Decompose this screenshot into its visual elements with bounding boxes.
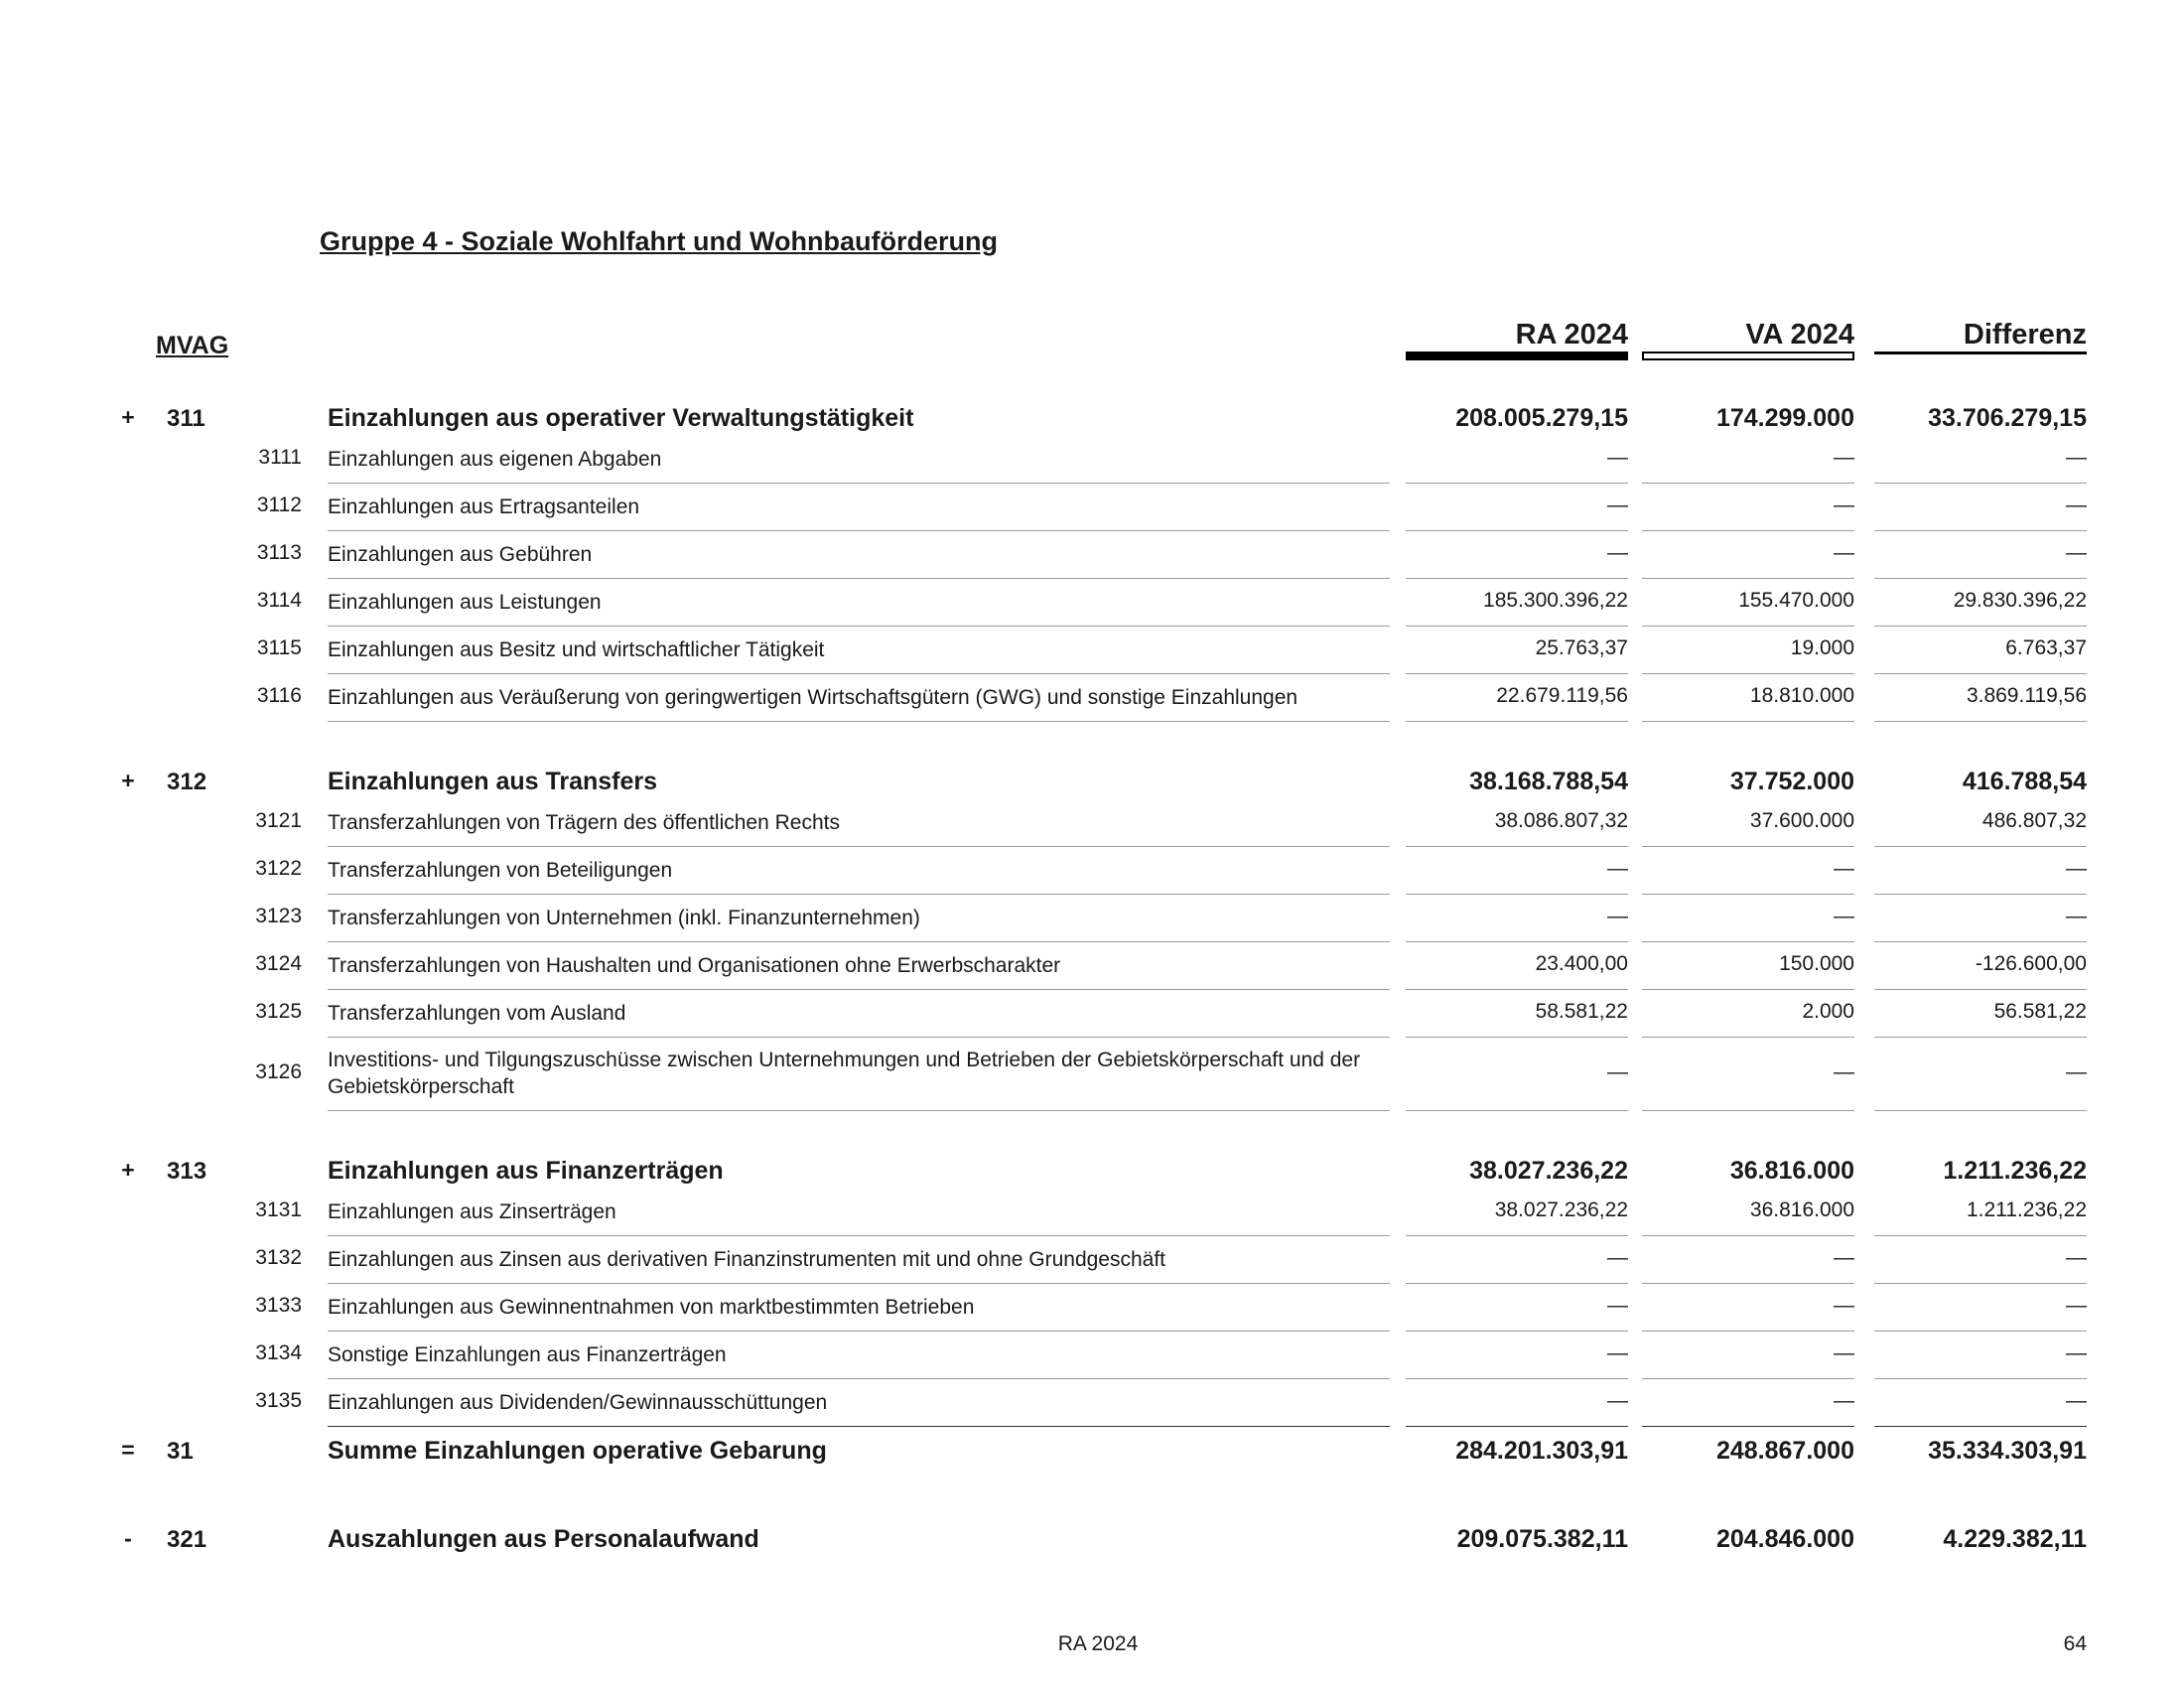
row-3134-label: Sonstige Einzahlungen aus Finanzerträgen bbox=[328, 1343, 727, 1366]
row-3123-rule-label bbox=[328, 941, 1390, 942]
last-row-ra: 209.075.382,11 bbox=[1456, 1525, 1628, 1553]
row-3111-rule-label bbox=[328, 483, 1390, 484]
row-3134-rule-col2 bbox=[1874, 1378, 2087, 1379]
row-3122-rule-label bbox=[328, 894, 1390, 895]
row-3123-code: 3123 bbox=[255, 905, 302, 927]
row-3125-rule-col2 bbox=[1874, 1037, 2087, 1038]
footer-document-label: RA 2024 bbox=[1057, 1632, 1139, 1655]
row-3114-rule-col1 bbox=[1642, 626, 1854, 627]
row-3125-ra: 58.581,22 bbox=[1535, 1000, 1628, 1023]
row-3124-rule-col2 bbox=[1874, 989, 2087, 990]
row-3126-rule-col0 bbox=[1406, 1110, 1628, 1111]
row-3134-ra: — bbox=[1607, 1341, 1628, 1364]
row-3123-va: — bbox=[1834, 905, 1854, 927]
last-row-label: Auszahlungen aus Personalaufwand bbox=[328, 1525, 759, 1553]
row-3126-label: Investitions- und Tilgungszuschüsse zwischen Unternehmungen und Betrieben der Gebietskörperschaft und der Gebietskörperschaft bbox=[328, 1049, 1361, 1098]
page-title: Gruppe 4 - Soziale Wohlfahrt und Wohnbauförderung bbox=[320, 226, 998, 256]
sum-row-diff: 35.334.303,91 bbox=[1928, 1437, 2087, 1465]
section-313-label: Einzahlungen aus Finanzerträgen bbox=[328, 1157, 724, 1185]
row-3135-label: Einzahlungen aus Dividenden/Gewinnausschüttungen bbox=[328, 1391, 828, 1414]
row-3124-ra: 23.400,00 bbox=[1535, 952, 1628, 975]
section-311-code: 311 bbox=[167, 405, 205, 432]
row-3132-va: — bbox=[1834, 1246, 1854, 1269]
section-313-diff: 1.211.236,22 bbox=[1943, 1157, 2087, 1185]
row-3131-va: 36.816.000 bbox=[1749, 1198, 1854, 1221]
row-3135-rule-label bbox=[328, 1426, 1390, 1427]
row-3115-ra: 25.763,37 bbox=[1535, 636, 1628, 659]
row-3125-diff: 56.581,22 bbox=[1993, 1000, 2087, 1023]
section-311-va: 174.299.000 bbox=[1715, 404, 1854, 432]
row-3131-ra: 38.027.236,22 bbox=[1494, 1198, 1628, 1221]
row-3124-label: Transferzahlungen von Haushalten und Organisationen ohne Erwerbscharakter bbox=[328, 954, 1061, 977]
row-3124-rule-col0 bbox=[1406, 989, 1628, 990]
last-row-sign: - bbox=[124, 1525, 132, 1551]
row-3133-diff: — bbox=[2066, 1294, 2087, 1317]
row-3125-rule-label bbox=[328, 1037, 1390, 1038]
row-3122-va: — bbox=[1834, 857, 1854, 880]
row-3121-rule-col0 bbox=[1406, 846, 1628, 847]
row-3125-code: 3125 bbox=[255, 1000, 302, 1023]
row-3124-diff: -126.600,00 bbox=[1975, 952, 2087, 975]
sum-row-va: 248.867.000 bbox=[1715, 1437, 1854, 1465]
row-3124-code: 3124 bbox=[255, 952, 302, 975]
row-3115-label: Einzahlungen aus Besitz und wirtschaftlicher Tätigkeit bbox=[328, 638, 825, 661]
row-3123-label: Transferzahlungen von Unternehmen (inkl. Finanzunternehmen) bbox=[328, 907, 920, 929]
section-312-sign: + bbox=[121, 768, 135, 793]
row-3135-rule-col1 bbox=[1642, 1426, 1854, 1427]
row-3132-rule-col0 bbox=[1406, 1283, 1628, 1284]
row-3115-rule-label bbox=[328, 673, 1390, 674]
row-3131-rule-col0 bbox=[1406, 1235, 1628, 1236]
section-311-sign: + bbox=[121, 404, 135, 430]
row-3114-va: 155.470.000 bbox=[1738, 589, 1854, 612]
row-3116-code: 3116 bbox=[256, 684, 302, 707]
row-3126-ra: — bbox=[1607, 1060, 1628, 1083]
row-3113-rule-col2 bbox=[1874, 578, 2087, 579]
row-3133-rule-col2 bbox=[1874, 1331, 2087, 1332]
section-311-ra: 208.005.279,15 bbox=[1455, 404, 1628, 432]
row-3132-rule-label bbox=[328, 1283, 1390, 1284]
row-3134-rule-label bbox=[328, 1378, 1390, 1379]
row-3126-code: 3126 bbox=[255, 1060, 302, 1083]
row-3121-label: Transferzahlungen von Trägern des öffentlichen Rechts bbox=[328, 811, 840, 834]
row-3114-code: 3114 bbox=[256, 589, 302, 612]
sum-row-code: 31 bbox=[167, 1438, 194, 1465]
row-3113-va: — bbox=[1834, 541, 1854, 564]
row-3112-code: 3112 bbox=[256, 493, 302, 516]
section-312-diff: 416.788,54 bbox=[1962, 768, 2087, 795]
row-3126-rule-label bbox=[328, 1110, 1390, 1111]
row-3131-rule-col2 bbox=[1874, 1235, 2087, 1236]
row-3112-rule-label bbox=[328, 530, 1390, 531]
row-3111-rule-col2 bbox=[1874, 483, 2087, 484]
row-3133-rule-col1 bbox=[1642, 1331, 1854, 1332]
row-3112-rule-col0 bbox=[1406, 530, 1628, 531]
section-313-va: 36.816.000 bbox=[1729, 1157, 1854, 1185]
sum-row-ra: 284.201.303,91 bbox=[1455, 1437, 1628, 1465]
row-3126-rule-col2 bbox=[1874, 1110, 2087, 1111]
row-3133-rule-label bbox=[328, 1331, 1390, 1332]
row-3132-rule-col2 bbox=[1874, 1283, 2087, 1284]
row-3122-diff: — bbox=[2066, 857, 2087, 880]
row-3133-rule-col0 bbox=[1406, 1331, 1628, 1332]
row-3114-rule-col0 bbox=[1406, 626, 1628, 627]
footer-page-number: 64 bbox=[2063, 1632, 2087, 1655]
row-3111-ra: — bbox=[1607, 446, 1628, 469]
row-3121-rule-col2 bbox=[1874, 846, 2087, 847]
section-312-va: 37.752.000 bbox=[1729, 768, 1854, 795]
row-3132-label: Einzahlungen aus Zinsen aus derivativen Finanzinstrumenten mit und ohne Grundgeschäft bbox=[328, 1248, 1166, 1271]
row-3112-diff: — bbox=[2066, 493, 2087, 516]
row-3124-rule-label bbox=[328, 989, 1390, 990]
row-3111-va: — bbox=[1834, 446, 1854, 469]
row-3116-va: 18.810.000 bbox=[1749, 684, 1854, 707]
row-3134-diff: — bbox=[2066, 1341, 2087, 1364]
row-3115-va: 19.000 bbox=[1790, 636, 1854, 659]
row-3122-rule-col1 bbox=[1642, 894, 1854, 895]
row-3116-label: Einzahlungen aus Veräußerung von geringwertigen Wirtschaftsgütern (GWG) und sonstige Einzahlungen bbox=[328, 686, 1298, 709]
row-3115-diff: 6.763,37 bbox=[2005, 636, 2087, 659]
row-3121-code: 3121 bbox=[255, 809, 302, 832]
row-3134-rule-col0 bbox=[1406, 1378, 1628, 1379]
row-3135-va: — bbox=[1834, 1389, 1854, 1412]
section-313-code: 313 bbox=[167, 1158, 207, 1185]
row-3112-rule-col2 bbox=[1874, 530, 2087, 531]
row-3123-diff: — bbox=[2066, 905, 2087, 927]
column-header-ra-underline bbox=[1406, 352, 1628, 360]
row-3113-code: 3113 bbox=[256, 541, 302, 564]
row-3113-rule-col1 bbox=[1642, 578, 1854, 579]
row-3111-rule-col1 bbox=[1642, 483, 1854, 484]
section-311-label: Einzahlungen aus operativer Verwaltungstätigkeit bbox=[328, 404, 914, 432]
row-3122-label: Transferzahlungen von Beteiligungen bbox=[328, 859, 673, 882]
section-313-ra: 38.027.236,22 bbox=[1469, 1157, 1628, 1185]
column-header-va: VA 2024 bbox=[1745, 319, 1854, 351]
row-3121-rule-label bbox=[328, 846, 1390, 847]
row-3114-label: Einzahlungen aus Leistungen bbox=[328, 591, 602, 614]
row-3114-rule-label bbox=[328, 626, 1390, 627]
row-3135-rule-col2 bbox=[1874, 1426, 2087, 1427]
row-3113-rule-col0 bbox=[1406, 578, 1628, 579]
row-3116-rule-col2 bbox=[1874, 721, 2087, 722]
row-3131-rule-col1 bbox=[1642, 1235, 1854, 1236]
row-3114-rule-col2 bbox=[1874, 626, 2087, 627]
row-3133-va: — bbox=[1834, 1294, 1854, 1317]
row-3112-rule-col1 bbox=[1642, 530, 1854, 531]
row-3114-diff: 29.830.396,22 bbox=[1953, 589, 2087, 612]
row-3122-rule-col0 bbox=[1406, 894, 1628, 895]
row-3122-code: 3122 bbox=[255, 857, 302, 880]
row-3112-label: Einzahlungen aus Ertragsanteilen bbox=[328, 495, 640, 518]
row-3113-rule-label bbox=[328, 578, 1390, 579]
row-3135-rule-col0 bbox=[1406, 1426, 1628, 1427]
row-3125-rule-col0 bbox=[1406, 1037, 1628, 1038]
row-3121-rule-col1 bbox=[1642, 846, 1854, 847]
row-3123-rule-col0 bbox=[1406, 941, 1628, 942]
last-row-va: 204.846.000 bbox=[1715, 1525, 1854, 1553]
row-3125-rule-col1 bbox=[1642, 1037, 1854, 1038]
column-header-differenz-underline bbox=[1874, 352, 2087, 354]
row-3133-code: 3133 bbox=[255, 1294, 302, 1317]
row-3126-diff: — bbox=[2066, 1060, 2087, 1083]
row-3133-ra: — bbox=[1607, 1294, 1628, 1317]
row-3121-ra: 38.086.807,32 bbox=[1494, 809, 1628, 832]
row-3124-rule-col1 bbox=[1642, 989, 1854, 990]
row-3131-diff: 1.211.236,22 bbox=[1966, 1198, 2087, 1221]
row-3126-va: — bbox=[1834, 1060, 1854, 1083]
row-3113-label: Einzahlungen aus Gebühren bbox=[328, 543, 593, 566]
section-312-label: Einzahlungen aus Transfers bbox=[328, 768, 658, 795]
row-3111-diff: — bbox=[2066, 446, 2087, 469]
section-313-sign: + bbox=[121, 1157, 135, 1183]
row-3112-va: — bbox=[1834, 493, 1854, 516]
row-3111-code: 3111 bbox=[258, 446, 302, 469]
column-header-ra: RA 2024 bbox=[1515, 319, 1628, 351]
row-3131-label: Einzahlungen aus Zinserträgen bbox=[328, 1200, 616, 1223]
row-3134-code: 3134 bbox=[255, 1341, 302, 1364]
last-row-diff: 4.229.382,11 bbox=[1943, 1525, 2087, 1553]
row-3133-label: Einzahlungen aus Gewinnentnahmen von marktbestimmten Betrieben bbox=[328, 1296, 975, 1319]
row-3116-diff: 3.869.119,56 bbox=[1966, 684, 2087, 707]
row-3121-diff: 486.807,32 bbox=[1981, 809, 2087, 832]
sum-row-sign: = bbox=[121, 1437, 135, 1463]
row-3125-label: Transferzahlungen vom Ausland bbox=[328, 1002, 626, 1025]
row-3116-rule-col0 bbox=[1406, 721, 1628, 722]
row-3113-diff: — bbox=[2066, 541, 2087, 564]
row-3125-va: 2.000 bbox=[1802, 1000, 1854, 1023]
row-3131-code: 3131 bbox=[255, 1198, 302, 1221]
row-3113-ra: — bbox=[1607, 541, 1628, 564]
row-3126-rule-col1 bbox=[1642, 1110, 1854, 1111]
row-3115-rule-col1 bbox=[1642, 673, 1854, 674]
row-3115-rule-col0 bbox=[1406, 673, 1628, 674]
row-3135-code: 3135 bbox=[255, 1389, 302, 1412]
column-header-differenz: Differenz bbox=[1963, 319, 2087, 351]
mvag-header: MVAG bbox=[156, 332, 229, 359]
row-3135-ra: — bbox=[1607, 1389, 1628, 1412]
row-3116-rule-col1 bbox=[1642, 721, 1854, 722]
row-3134-va: — bbox=[1834, 1341, 1854, 1364]
section-312-code: 312 bbox=[167, 769, 207, 795]
row-3116-rule-label bbox=[328, 721, 1390, 722]
row-3132-rule-col1 bbox=[1642, 1283, 1854, 1284]
row-3111-rule-col0 bbox=[1406, 483, 1628, 484]
row-3123-rule-col1 bbox=[1642, 941, 1854, 942]
section-312-ra: 38.168.788,54 bbox=[1469, 768, 1628, 795]
row-3115-code: 3115 bbox=[256, 636, 302, 659]
row-3131-rule-label bbox=[328, 1235, 1390, 1236]
row-3132-ra: — bbox=[1607, 1246, 1628, 1269]
row-3124-va: 150.000 bbox=[1779, 952, 1854, 975]
row-3134-rule-col1 bbox=[1642, 1378, 1854, 1379]
column-header-va-underline bbox=[1642, 352, 1854, 360]
row-3122-ra: — bbox=[1607, 857, 1628, 880]
row-3111-label: Einzahlungen aus eigenen Abgaben bbox=[328, 448, 662, 471]
row-3122-rule-col2 bbox=[1874, 894, 2087, 895]
row-3121-va: 37.600.000 bbox=[1749, 809, 1854, 832]
section-311-diff: 33.706.279,15 bbox=[1928, 404, 2087, 432]
row-3115-rule-col2 bbox=[1874, 673, 2087, 674]
row-3132-diff: — bbox=[2066, 1246, 2087, 1269]
row-3116-ra: 22.679.119,56 bbox=[1496, 684, 1628, 707]
sum-row-label: Summe Einzahlungen operative Gebarung bbox=[328, 1437, 827, 1465]
row-3123-rule-col2 bbox=[1874, 941, 2087, 942]
row-3123-ra: — bbox=[1607, 905, 1628, 927]
row-3132-code: 3132 bbox=[255, 1246, 302, 1269]
row-3112-ra: — bbox=[1607, 493, 1628, 516]
row-3135-diff: — bbox=[2066, 1389, 2087, 1412]
last-row-code: 321 bbox=[167, 1526, 207, 1553]
row-3114-ra: 185.300.396,22 bbox=[1483, 589, 1628, 612]
